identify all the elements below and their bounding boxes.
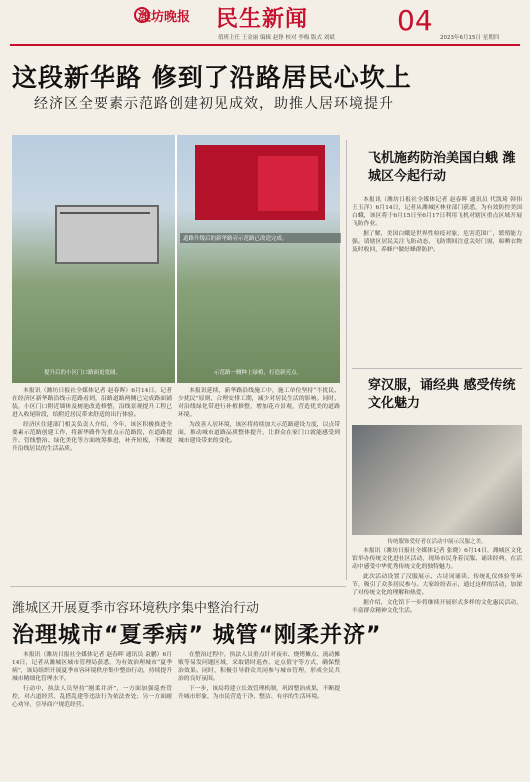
photo-caption-2: 提升后的小区门口路面更宽阔。 xyxy=(44,370,122,376)
page-number: 04 xyxy=(397,4,433,37)
side-story-1-title: 飞机施药防治美国白蛾 潍城区今起行动 xyxy=(368,151,516,184)
side-story-2-caption: 传统服饰爱好者在活动中展示汉服之美。 xyxy=(387,539,487,545)
side-divider xyxy=(352,368,522,369)
bottom-band-rule xyxy=(10,586,346,587)
photo-caption-1: 道路升级后的新华路旁示范路已改造完成。 xyxy=(180,233,341,243)
side-story-2-title: 穿汉服，诵经典 感受传统文化魅力 xyxy=(368,378,516,411)
main-headline: 这段新华路 修到了沿路居民心坎上 xyxy=(12,63,412,92)
side-story-2-body xyxy=(352,548,522,618)
paragraph: 此次活动设置了汉服展示、古诗词诵读、传统礼仪体验等环节，吸引了众多居民参与。大家纷纷表示，通过这样的活动，加深了对传统文化的理解和热爱。 xyxy=(352,573,522,596)
photo-caption-3: 示范路一侧种上绿植，打造新亮点。 xyxy=(214,370,303,376)
section-title: 民生新闻 xyxy=(216,7,309,32)
photo-divider xyxy=(175,135,177,383)
side-story-1-body xyxy=(352,197,522,257)
paragraph: 为改善人居环境，该区将持续加大示范路建设力度，以点带面，推动城市道路品质整体提升，让群众在家门口就能感受到城市建设带来的变化。 xyxy=(178,421,340,444)
publication-date: 2023年6月15日 星期四 xyxy=(440,35,500,41)
paragraph: 据介绍，文化馆下一步将继续开展形式多样的文化惠民活动，丰富群众精神文化生活。 xyxy=(352,599,522,614)
paragraph: 据了解，美国白蛾是世界性检疫对象，危害范围广，繁殖能力强。请辖区居民关注飞防动态，飞防期间注意关好门窗，晾晒衣物及时收回，养蜂户做好蜂群防护。 xyxy=(352,230,522,253)
bottom-story-headline: 治理城市“夏季病” 城管“刚柔并济” xyxy=(12,623,382,648)
column-divider xyxy=(346,140,347,580)
paragraph: 本报讯（潍坊日报社全媒体记者 张晓）6月14日，潍城区文化馆举办传统文化进社区活动，现场市民身着汉服、诵读经典，在活动中感受中华优秀传统文化的独特魅力。 xyxy=(352,548,522,570)
paragraph: 本报讯延续，新华路沿线施工中，施工单位坚持“不扰民、少扰民”原则，合理安排工期，减少对居民生活的影响。同时，对沿线绿化带进行补植修整，增加花卉景观，营造优美的道路环境。 xyxy=(178,388,340,418)
main-story-column-2 xyxy=(178,388,340,448)
editor-credits: 值班主任 王金丽 编辑 赵铮 校对 李梅 版式 刘斌 xyxy=(218,35,335,41)
masthead-rule xyxy=(10,44,520,46)
paragraph: 下一步，该局将建立长效管理机制，巩固整治成果，不断提升城市形象，为市民营造干净、整洁、有序的生活环境。 xyxy=(178,685,340,700)
main-story-column-1 xyxy=(12,388,172,456)
bottom-story-column-1 xyxy=(12,652,172,712)
paragraph: 本报讯（潍坊日报社全媒体记者 赵春晖 通讯员 袁鹏）6月14日，记者从潍城区城市管理局获悉，为有效治理城市“夏季病”，该局组织开展夏季市容环境秩序集中整治行动，持续提升城市精细化管理水平。 xyxy=(12,652,172,682)
paragraph: 经济区住建部门相关负责人介绍，今年，该区积极推进全要素示范路创建工作，将新华路作为重点示范路段，在道路提升、管线整治、绿化美化等方面统筹推进，补齐短板，不断提升沿线居民的生活品质。 xyxy=(12,421,172,452)
red-signboard-panel xyxy=(258,156,318,211)
bottom-story-column-2 xyxy=(178,652,340,704)
masthead xyxy=(0,0,530,44)
hanfu-photo xyxy=(352,425,522,535)
paragraph: 在整治过程中，执法人员重点针对夜市、烧烤摊点、流动摊贩等易发问题区域，采取错时巡查、定点值守等方式，确保整治效果。同时，积极引导群众共同参与城市管理，形成全民共治的良好氛围。 xyxy=(178,652,340,682)
newspaper-logo: 潍坊晚报 xyxy=(138,10,191,25)
paragraph: 本报讯（潍坊日报社全媒体记者 赵春晖 通讯员 代凯琦 韩伟 王玉洋）6月14日，记者从潍城区林业部门获悉，为有效防控美国白蛾，该区将于6月15日至6月17日利用飞机对辖区重点区域开展飞防作业。 xyxy=(352,197,522,227)
paragraph: 行动中，执法人员坚持“刚柔并济”，一方面加强巡查管控，对占道经营、乱搭乱建等违法行为依法查处；另一方面耐心劝导，引导商户规范经营。 xyxy=(12,685,172,708)
main-subhead: 经济区全要素示范路创建初见成效，助推人居环境提升 xyxy=(34,96,394,112)
gate-bar xyxy=(60,212,150,214)
paragraph: 本报讯（潍坊日报社全媒体记者 赵春晖）6月14日，记者在经济区新华路沿线示范路看到，沿路道路两侧已完成路面铺装，小区门口附近墙体及树池改造修整，沿线景观提升工程已进入收尾阶段，给附近居民带来舒适的出行体验。 xyxy=(12,388,172,418)
bottom-story-kicker: 潍城区开展夏季市容环境秩序集中整治行动 xyxy=(12,601,260,616)
